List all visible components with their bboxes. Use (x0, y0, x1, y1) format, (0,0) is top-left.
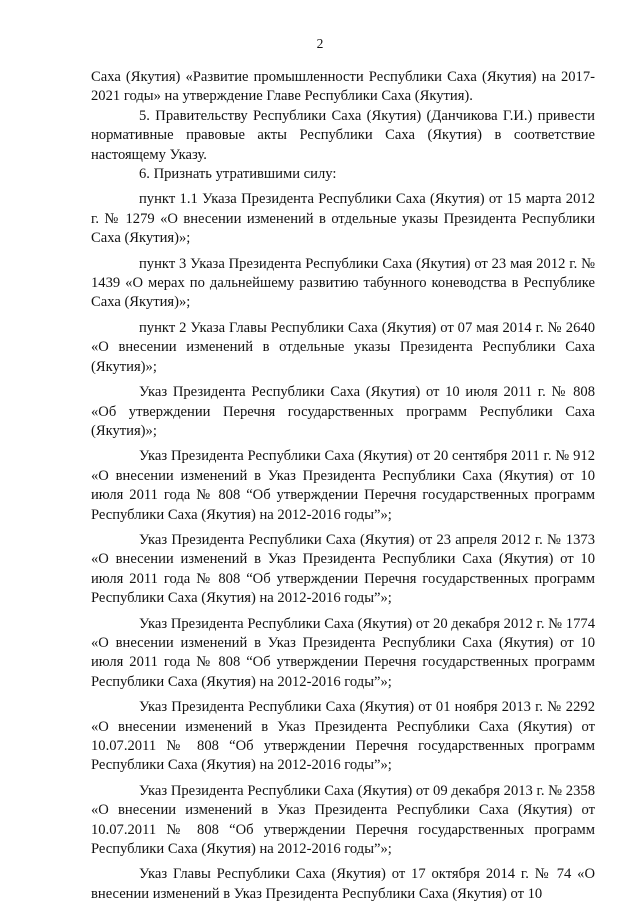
list-item: Указ Президента Республики Саха (Якутия) от 10 июля 2011 г. № 808 «Об утверждении Перечня государственных программ Республики Саха (Якутия)»; (91, 384, 595, 439)
page-number: 2 (316, 36, 324, 51)
list-item: Указ Президента Республики Саха (Якутия) от 23 апреля 2012 г. № 1373 «О внесении изменений в Указ Президента Республики Саха (Якутия) от 10 июля 2011 года № 808 “Об утверждении Перечня государственных программ Республики Саха (Якутия) на 2012-2016 годы”»; (91, 531, 595, 607)
paragraph-item-6: 6. Признать утратившими силу: (139, 166, 337, 183)
paragraph-item-5: 5. Правительству Республики Саха (Якутия) (Данчикова Г.И.) привести нормативные правовые акты Республики Саха (Якутия) в соответствие настоящему Указу. (91, 107, 595, 163)
paragraph-continuation: Саха (Якутия) «Развитие промышленности Республики Саха (Якутия) на 2017-2021 годы» на утверждение Главе Республики Саха (Якутия). (91, 69, 595, 105)
list-item: пункт 2 Указа Главы Республики Саха (Якутия) от 07 мая 2014 г. № 2640 «О внесении изменений в отдельные указы Президента Республики Саха (Якутия)»; (91, 319, 595, 375)
list-item: Указ Президента Республики Саха (Якутия) от 20 сентября 2011 г. № 912 «О внесении изменений в Указ Президента Республики Саха (Якутия) от 10 июля 2011 года № 808 “Об утверждении Перечня государственных программ Республики Саха (Якутия) на 2012-2016 годы”»; (91, 448, 595, 523)
list-item: Указ Президента Республики Саха (Якутия) от 20 декабря 2012 г. № 1774 «О внесении изменений в Указ Президента Республики Саха (Якутия) от 10 июля 2011 года № 808 “Об утверждении Перечня государственных программ Республики Саха (Якутия) на 2012-2016 годы”»; (91, 615, 595, 690)
list-item: пункт 3 Указа Президента Республики Саха (Якутия) от 23 мая 2012 г. № 1439 «О мерах по дальнейшему развитию табунного коневодства в Республике Саха (Якутия)»; (91, 255, 595, 311)
list-item: пункт 1.1 Указа Президента Республики Саха (Якутия) от 15 марта 2012 г. № 1279 «О внесении изменений в отдельные указы Президента Республики Саха (Якутия)»; (91, 191, 595, 247)
list-item: Указ Президента Республики Саха (Якутия) от 01 ноября 2013 г. № 2292 «О внесении изменений в Указ Президента Республики Саха (Якутия) от 10.07.2011 № 808 “Об утверждении Перечня государственных программ Республики Саха (Якутия) на 2012-2016 годы”»; (91, 699, 595, 774)
document-body (91, 68, 595, 904)
list-item: Указ Президента Республики Саха (Якутия) от 09 декабря 2013 г. № 2358 «О внесении изменений в Указ Президента Республики Саха (Якутия) от 10.07.2011 № 808 “Об утверждении Перечня государственных программ Республики Саха (Якутия) на 2012-2016 годы”»; (91, 782, 595, 858)
list-item: Указ Главы Республики Саха (Якутия) от 17 октября 2014 г. № 74 «О внесении изменений в Указ Президента Республики Саха (Якутия) от 10 (91, 866, 595, 902)
